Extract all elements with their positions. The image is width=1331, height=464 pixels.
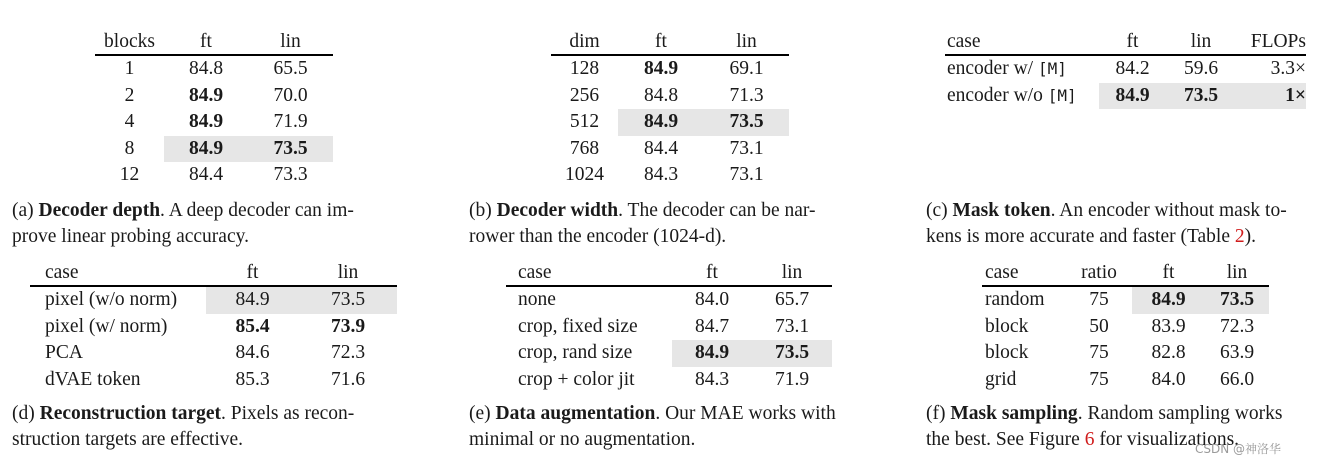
table-row bbox=[551, 136, 789, 163]
cell-lin: 73.5 bbox=[704, 109, 789, 136]
cell-ft: 84.9 bbox=[643, 58, 679, 79]
table-d-panel bbox=[30, 260, 397, 393]
caption-label: (c) bbox=[926, 200, 953, 221]
cell-ft: 84.6 bbox=[235, 342, 270, 363]
caption-lead: Reconstruction target bbox=[39, 403, 222, 424]
col-header-case: case bbox=[982, 260, 1066, 286]
table-row bbox=[945, 55, 1306, 83]
case-text: encoder w/ bbox=[947, 58, 1038, 79]
col-header-case: case bbox=[945, 29, 1099, 55]
cell-lin: 59.6 bbox=[1183, 58, 1219, 79]
cell-lin: 70.0 bbox=[273, 84, 308, 106]
caption-e bbox=[469, 401, 836, 453]
cell-ft: 84.9 bbox=[672, 340, 752, 367]
table-decoder-depth bbox=[95, 29, 333, 189]
cell-lin: 73.1 bbox=[774, 315, 810, 337]
table-header-row bbox=[551, 29, 789, 55]
caption-label: (a) bbox=[12, 200, 39, 221]
caption-lead: Decoder width bbox=[496, 200, 619, 221]
cell-dim: 768 bbox=[569, 137, 600, 159]
cell-case: PCA bbox=[45, 342, 83, 363]
cell-blocks: 2 bbox=[124, 84, 135, 106]
caption-text-line2: prove linear probing accuracy. bbox=[12, 226, 249, 247]
cell-ft: 84.9 bbox=[618, 109, 704, 136]
cell-case: random bbox=[985, 289, 1045, 310]
cell-case: crop, fixed size bbox=[518, 315, 638, 337]
cell-ft: 84.3 bbox=[694, 368, 730, 390]
col-header-lin: lin bbox=[752, 260, 832, 286]
table-row bbox=[982, 367, 1269, 394]
cell-dim: 512 bbox=[569, 111, 600, 132]
cell-ft: 84.9 bbox=[164, 136, 248, 163]
watermark: CSDN @神洛华 bbox=[1195, 442, 1282, 456]
table-row bbox=[506, 367, 832, 394]
table-row bbox=[95, 55, 333, 83]
cell-ft: 84.8 bbox=[643, 84, 679, 106]
table-header-row bbox=[945, 29, 1306, 55]
cell-case: pixel (w/ norm) bbox=[45, 315, 168, 337]
col-header-ft: ft bbox=[1132, 260, 1205, 286]
cell-lin: 65.5 bbox=[273, 58, 308, 79]
cell-lin: 73.5 bbox=[1166, 83, 1236, 110]
cell-lin: 73.3 bbox=[273, 164, 308, 185]
cell-case: dVAE token bbox=[45, 368, 141, 390]
table-row bbox=[30, 340, 397, 367]
col-header-blocks: blocks bbox=[95, 29, 164, 55]
col-header-ft: ft bbox=[618, 29, 704, 55]
cell-ft: 84.9 bbox=[188, 84, 224, 106]
cell-lin: 73.5 bbox=[1205, 286, 1269, 314]
cell-ft: 84.2 bbox=[1115, 58, 1150, 79]
caption-text-line2: kens is more accurate and faster (Table bbox=[926, 226, 1235, 247]
col-header-lin: lin bbox=[1166, 29, 1236, 55]
col-header-lin: lin bbox=[704, 29, 789, 55]
table-a-panel bbox=[95, 29, 333, 189]
col-header-lin: lin bbox=[1205, 260, 1269, 286]
cell-case: block bbox=[985, 342, 1029, 363]
caption-b bbox=[469, 198, 816, 250]
cell-dim: 1024 bbox=[565, 164, 604, 185]
table-e-panel bbox=[506, 260, 832, 393]
cell-case: grid bbox=[985, 368, 1017, 390]
caption-lead: Data augmentation bbox=[495, 403, 656, 424]
caption-text-end: ). bbox=[1244, 226, 1256, 247]
cell-flops: 1× bbox=[1236, 83, 1306, 110]
table-row bbox=[506, 314, 832, 341]
caption-d bbox=[12, 401, 354, 453]
cell-case: crop, rand size bbox=[518, 342, 633, 363]
cell-blocks: 8 bbox=[124, 137, 135, 159]
caption-label: (f) bbox=[926, 403, 951, 424]
cell-dim: 256 bbox=[569, 84, 600, 106]
table-row bbox=[30, 367, 397, 394]
cell-case: crop + color jit bbox=[518, 368, 635, 390]
cell-lin: 73.5 bbox=[248, 136, 333, 163]
table-header-row bbox=[506, 260, 832, 286]
case-text: encoder w/o bbox=[947, 84, 1048, 106]
table-header-row bbox=[982, 260, 1269, 286]
cell-lin: 71.9 bbox=[273, 111, 308, 132]
cell-lin: 71.9 bbox=[774, 368, 810, 390]
col-header-ft: ft bbox=[164, 29, 248, 55]
caption-text-line2: rower than the encoder (1024-d). bbox=[469, 226, 727, 247]
cell-lin: 69.1 bbox=[729, 58, 764, 79]
caption-lead: Decoder depth bbox=[38, 200, 161, 221]
table-mask-sampling bbox=[982, 260, 1269, 393]
table-reconstruction-target bbox=[30, 260, 397, 393]
table-row bbox=[95, 162, 333, 189]
table-ref-link[interactable]: 2 bbox=[1234, 226, 1245, 247]
table-row bbox=[982, 314, 1269, 341]
cell-blocks: 12 bbox=[119, 164, 140, 185]
cell-ratio: 75 bbox=[1089, 342, 1109, 363]
caption-text: . An encoder without mask to- bbox=[1050, 200, 1287, 221]
cell-lin: 73.1 bbox=[729, 164, 764, 185]
table-row bbox=[982, 340, 1269, 367]
caption-text: . Our MAE works with bbox=[655, 403, 836, 424]
cell-lin: 72.3 bbox=[1219, 315, 1255, 337]
mask-token-code: [M] bbox=[1037, 59, 1067, 78]
table-c-panel bbox=[945, 29, 1306, 109]
table-row-default bbox=[982, 286, 1269, 314]
caption-text: . A deep decoder can im- bbox=[160, 200, 354, 221]
figure-ref-link[interactable]: 6 bbox=[1084, 429, 1095, 450]
table-header-row bbox=[30, 260, 397, 286]
cell-lin: 73.9 bbox=[330, 315, 366, 337]
caption-text: . The decoder can be nar- bbox=[618, 200, 816, 221]
table-row-default bbox=[945, 83, 1306, 110]
cell-lin: 66.0 bbox=[1219, 368, 1255, 390]
cell-lin: 73.1 bbox=[729, 137, 764, 159]
caption-lead: Mask token bbox=[952, 200, 1051, 221]
caption-c bbox=[926, 198, 1287, 250]
table-row bbox=[551, 55, 789, 83]
caption-label: (e) bbox=[469, 403, 496, 424]
table-row-default bbox=[95, 136, 333, 163]
cell-ratio: 75 bbox=[1089, 368, 1109, 390]
table-data-augmentation bbox=[506, 260, 832, 393]
caption-text-line2: minimal or no augmentation. bbox=[469, 429, 696, 450]
cell-ft: 84.4 bbox=[643, 137, 679, 159]
cell-ft: 85.4 bbox=[235, 315, 270, 337]
cell-ft: 84.0 bbox=[694, 289, 730, 310]
col-header-ft: ft bbox=[672, 260, 752, 286]
table-row bbox=[551, 83, 789, 110]
table-row-default bbox=[30, 286, 397, 314]
mask-token-code: [M] bbox=[1047, 85, 1077, 105]
cell-blocks: 4 bbox=[124, 111, 135, 132]
caption-text: . Random sampling works bbox=[1077, 403, 1283, 424]
cell-lin: 71.6 bbox=[330, 368, 366, 390]
cell-lin: 73.5 bbox=[752, 340, 832, 367]
cell-ft: 84.9 bbox=[188, 111, 224, 132]
col-header-lin: lin bbox=[248, 29, 333, 55]
cell-ft: 84.9 bbox=[206, 286, 299, 314]
col-header-ft: ft bbox=[206, 260, 299, 286]
table-decoder-width bbox=[551, 29, 789, 189]
caption-text-end: for visualizations. bbox=[1094, 429, 1240, 450]
col-header-flops: FLOPs bbox=[1236, 29, 1306, 55]
col-header-dim: dim bbox=[551, 29, 618, 55]
table-row-default bbox=[551, 109, 789, 136]
cell-lin: 73.5 bbox=[299, 286, 397, 314]
cell-dim: 128 bbox=[569, 58, 600, 79]
cell-case bbox=[945, 55, 1099, 83]
table-row bbox=[506, 286, 832, 314]
cell-lin: 72.3 bbox=[330, 342, 366, 363]
table-row bbox=[95, 109, 333, 136]
cell-ft: 84.8 bbox=[188, 58, 224, 79]
cell-ft: 84.3 bbox=[643, 164, 679, 185]
table-b-panel bbox=[551, 29, 789, 189]
cell-ft: 84.0 bbox=[1151, 368, 1186, 390]
cell-ft: 84.7 bbox=[694, 315, 730, 337]
table-f-panel bbox=[982, 260, 1269, 393]
col-header-lin: lin bbox=[299, 260, 397, 286]
caption-a bbox=[12, 198, 354, 250]
col-header-case: case bbox=[506, 260, 672, 286]
caption-lead: Mask sampling bbox=[950, 403, 1078, 424]
cell-ft: 82.8 bbox=[1151, 342, 1186, 363]
cell-ft: 85.3 bbox=[235, 368, 270, 390]
table-row-default bbox=[506, 340, 832, 367]
cell-ft: 84.9 bbox=[1132, 286, 1205, 314]
table-header-row bbox=[95, 29, 333, 55]
table-row bbox=[30, 314, 397, 341]
table-row bbox=[551, 162, 789, 189]
cell-ft: 83.9 bbox=[1151, 315, 1186, 337]
cell-lin: 65.7 bbox=[774, 289, 810, 310]
cell-ft: 84.9 bbox=[1099, 83, 1166, 110]
cell-case: none bbox=[518, 289, 556, 310]
cell-blocks: 1 bbox=[124, 58, 135, 79]
caption-label: (d) bbox=[12, 403, 40, 424]
cell-case: pixel (w/o norm) bbox=[45, 289, 178, 310]
cell-ft: 84.4 bbox=[188, 164, 224, 185]
cell-case: block bbox=[985, 315, 1029, 337]
table-mask-token bbox=[945, 29, 1306, 109]
cell-lin: 71.3 bbox=[729, 84, 764, 106]
cell-lin: 63.9 bbox=[1219, 342, 1255, 363]
caption-text: . Pixels as recon- bbox=[221, 403, 355, 424]
col-header-ft: ft bbox=[1099, 29, 1166, 55]
cell-ratio: 50 bbox=[1089, 315, 1109, 337]
col-header-ratio: ratio bbox=[1066, 260, 1132, 286]
cell-case bbox=[945, 83, 1099, 110]
table-row bbox=[95, 83, 333, 110]
cell-flops: 3.3× bbox=[1270, 58, 1306, 79]
cell-ratio: 75 bbox=[1089, 289, 1109, 310]
col-header-case: case bbox=[30, 260, 206, 286]
caption-text-line2: struction targets are effective. bbox=[12, 429, 244, 450]
caption-text-line2: the best. See Figure bbox=[926, 429, 1085, 450]
caption-label: (b) bbox=[469, 200, 497, 221]
